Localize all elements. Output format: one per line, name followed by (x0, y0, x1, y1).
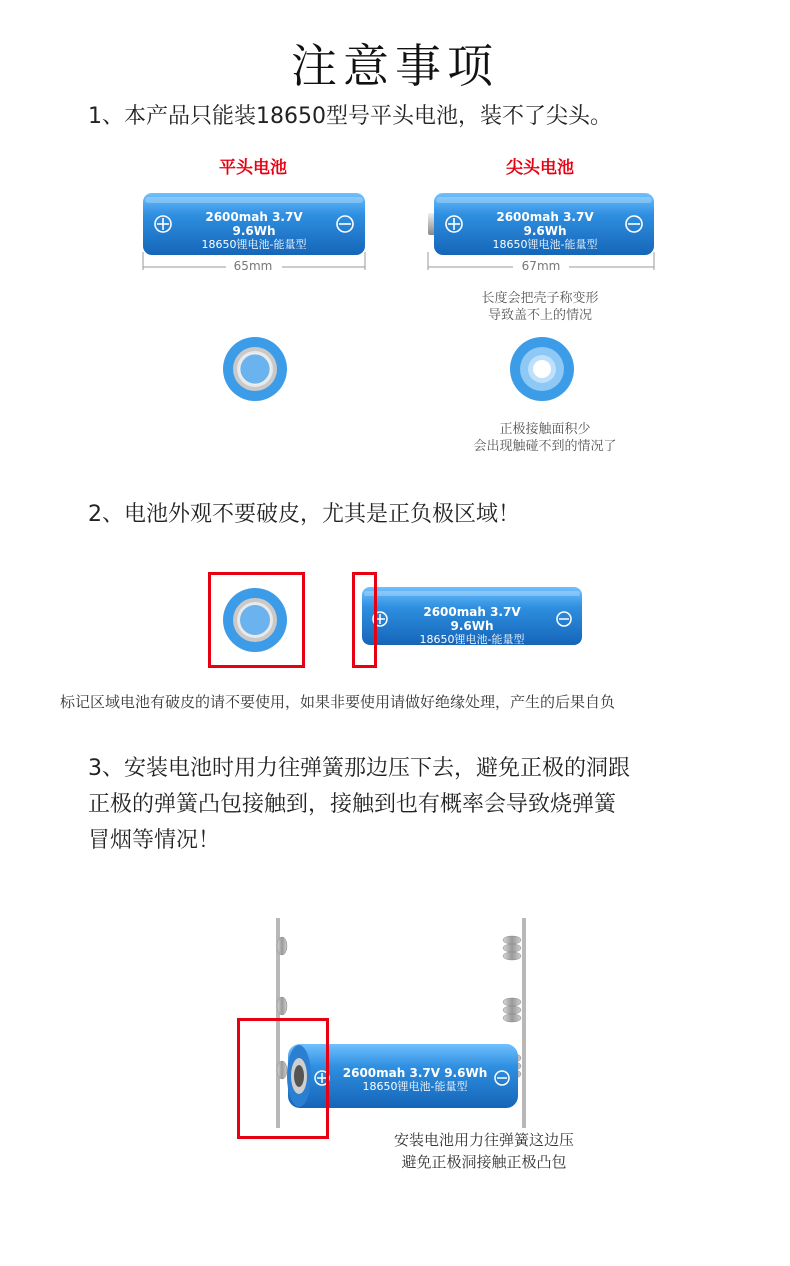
step-3-line-2: 正极的弹簧凸包接触到，接触到也有概率会导致烧弹簧 (88, 792, 617, 817)
battery-spec-text: 2600mah 3.7V 9.6Wh (423, 605, 521, 633)
install-caption-line-1: 安装电池用力往弹簧这边压 (393, 1131, 574, 1149)
pointed-length-label: 67mm (521, 259, 561, 273)
battery-spec-text: 2600mah 3.7V 9.6Wh (205, 210, 303, 238)
battery-end-view-icon (222, 587, 288, 653)
pointed-note-line-2: 导致盖不上的情况 (487, 308, 592, 323)
flat-length-label: 65mm (233, 259, 273, 273)
battery-model-text: 18650锂电池-能量型 (492, 238, 598, 251)
battery-model-text: 18650锂电池-能量型 (362, 1080, 468, 1093)
contact-note-line-1: 正极接触面积少 (499, 422, 591, 437)
battery-model-text: 18650锂电池-能量型 (419, 633, 525, 646)
contact-note-line-2: 会出现触碰不到的情况了 (473, 439, 617, 454)
pointed-battery (428, 193, 654, 255)
battery-spec-text: 2600mah 3.7V 9.6Wh (496, 210, 594, 238)
step-1-text: 1、本产品只能装18650型号平头电池，装不了尖头。 (88, 104, 612, 129)
pointed-battery-label: 尖头电池 (506, 158, 574, 178)
flat-battery-label: 平头电池 (219, 158, 287, 178)
step-3-line-3: 冒烟等情况！ (88, 828, 221, 853)
install-caption-line-2: 避免正极洞接触正极凸包 (401, 1153, 567, 1171)
positive-contact-highlight (237, 1018, 329, 1139)
page-title: 注意事项 (291, 39, 499, 93)
step-2-text: 2、电池外观不要破皮，尤其是正负极区域！ (88, 502, 520, 527)
pointed-note-line-1: 长度会把壳子称变形 (481, 291, 599, 306)
step-3-line-1: 3、安装电池时用力往弹簧那边压下去，避免正极的洞跟 (88, 756, 630, 781)
positive-end-highlight (352, 572, 377, 668)
battery-spec-text: 2600mah 3.7V 9.6Wh (342, 1066, 488, 1080)
flat-end-view-icon (222, 336, 288, 402)
flat-battery (143, 193, 365, 255)
damage-warning-text: 标记区域电池有破皮的请不要使用，如果非要使用请做好绝缘处理，产生的后果自负 (60, 693, 616, 711)
side-battery (362, 587, 582, 645)
pointed-end-view-icon (509, 336, 575, 402)
battery-model-text: 18650锂电池-能量型 (201, 238, 307, 251)
